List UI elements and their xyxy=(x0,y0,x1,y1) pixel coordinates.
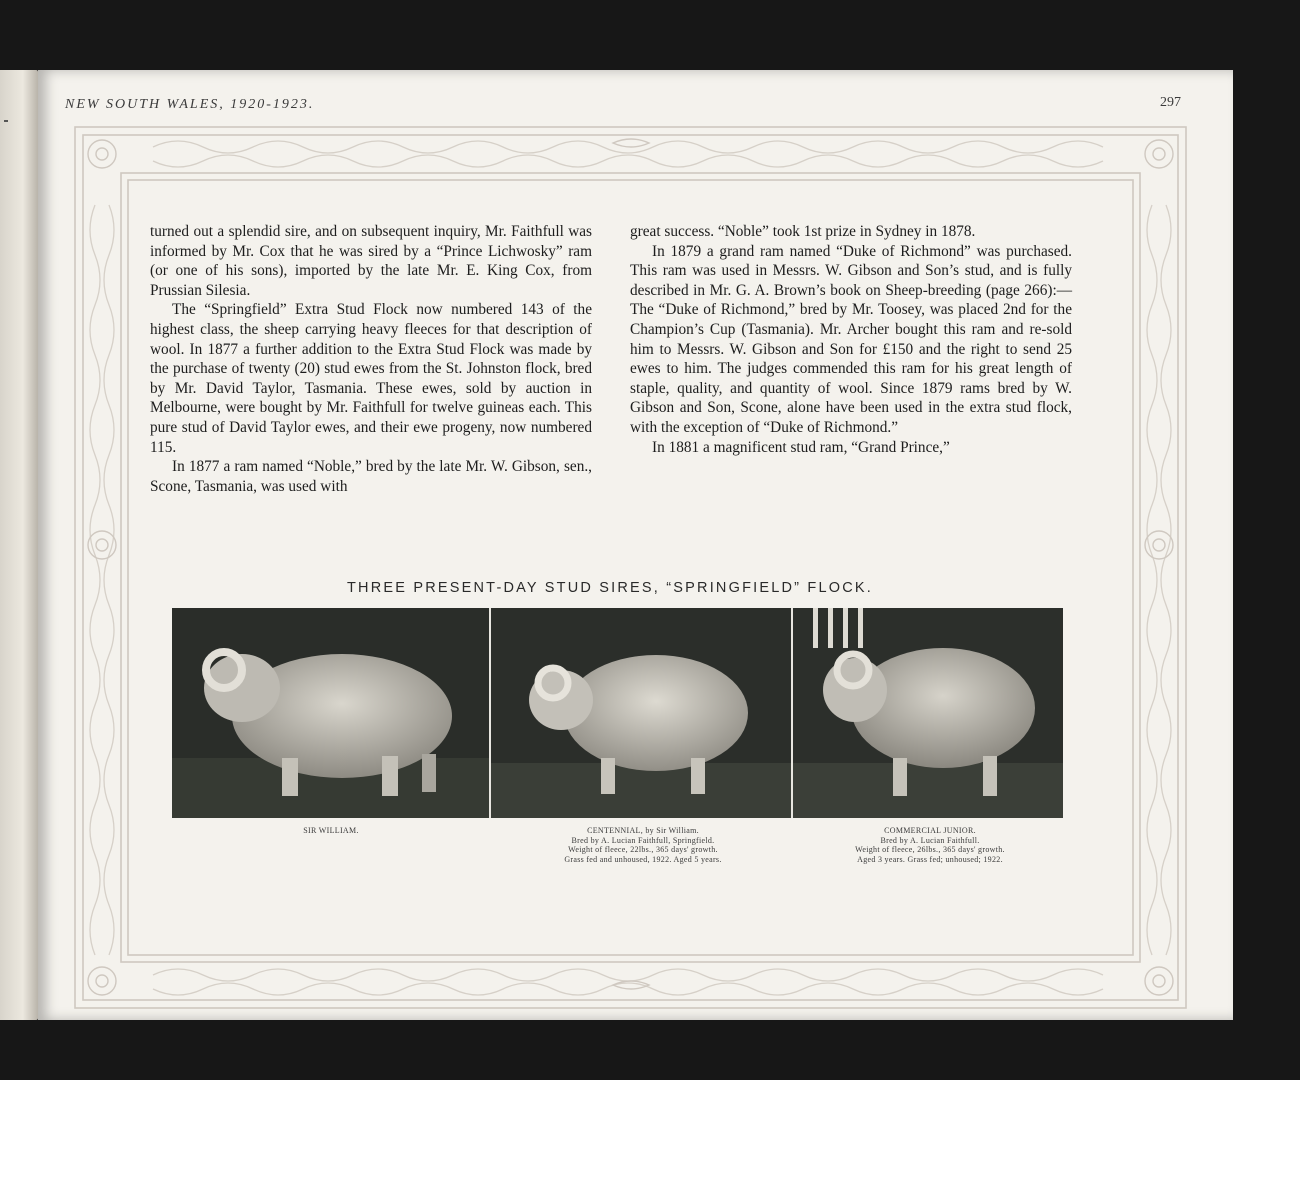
caption-line: Weight of fleece, 26lbs., 365 days' growth. xyxy=(855,845,1005,854)
caption-sir-william xyxy=(172,826,490,836)
caption-line: CENTENNIAL, by Sir William. xyxy=(587,826,699,835)
left-paragraph-2: The “Springfield” Extra Stud Flock now numbered 143 of the highest class, the sheep carrying heavy fleeces for that description of wool. In 1877 a further addition to the Extra Stud Flock was made by the purchase of twenty (20) stud ewes from the St. Johnston flock, bred by Mr. David Taylor, Tasmania. These ewes, sold by auction in Melbourne, were bought by Mr. Faithfull for twelve guineas each. This pure stud of David Taylor ewes, and their ewe progeny, now numbered 115. xyxy=(150,301,592,456)
caption-line: COMMERCIAL JUNIOR. xyxy=(884,826,976,835)
caption-centennial xyxy=(493,826,793,864)
left-page-mark xyxy=(4,120,8,122)
right-paragraph-2: In 1879 a grand ram named “Duke of Richmond” was purchased. This ram was used in Messrs. W. Gibson and Son’s stud, and is fully described in Mr. G. A. Brown’s book on Sheep-breeding (page 266):—The “Duke of Richmond,” bred by Mr. Toosey, was placed 2nd for the Champion’s Cup (Tasmania). Mr. Archer bought this ram and re-sold him to Messrs. W. Gibson and Son for £150 and the right to send 25 ewes to him. The judges commended this ram for his great length of staple, quality, and quantity of wool. Since 1879 rams bred by W. Gibson and Son, Scone, alone have been used in the extra stud flock, with the exception of “Duke of Richmond.” xyxy=(630,242,1072,436)
ram-photo-centennial xyxy=(489,608,790,818)
running-head: NEW SOUTH WALES, 1920-1923. xyxy=(65,97,315,112)
caption-line: Bred by A. Lucian Faithfull, Springfield. xyxy=(571,835,715,845)
photo-strip xyxy=(172,608,1063,818)
ram-photo-commercial-junior xyxy=(791,608,1063,818)
text-column-right xyxy=(630,222,1072,457)
caption-line: Bred by A. Lucian Faithfull. xyxy=(880,835,980,845)
book-page xyxy=(38,70,1233,1020)
caption-line: Grass fed and unhoused, 1922. Aged 5 years. xyxy=(564,854,722,864)
plates-title: THREE PRESENT-DAY STUD SIRES, “SPRINGFIELD” FLOCK. xyxy=(346,580,873,596)
caption-line: Weight of fleece, 22lbs., 365 days' growth. xyxy=(568,845,718,854)
left-paragraph-3: In 1877 a ram named “Noble,” bred by the late Mr. W. Gibson, sen., Scone, Tasmania, was used with xyxy=(150,458,592,495)
ram-photo-sir-william xyxy=(172,608,489,818)
page-number: 297 xyxy=(1160,95,1181,110)
left-paragraph-1: turned out a splendid sire, and on subsequent inquiry, Mr. Faithfull was informed by Mr. Cox that he was sired by a “Prince Lichwosky” ram (or one of his sons), imported by the late Mr. E. King Cox, from Prussian Silesia. xyxy=(150,223,592,299)
bottom-white-bar xyxy=(0,1080,1300,1180)
caption-line: SIR WILLIAM. xyxy=(303,826,359,835)
right-paragraph-1: great success. “Noble” took 1st prize in Sydney in 1878. xyxy=(630,223,976,240)
caption-line: Aged 3 years. Grass fed; unhoused; 1922. xyxy=(857,854,1003,864)
right-paragraph-3: In 1881 a magnificent stud ram, “Grand Prince,” xyxy=(652,438,950,456)
text-column-left xyxy=(150,222,592,496)
caption-commercial-junior xyxy=(795,826,1065,864)
left-page-edge xyxy=(0,70,38,1020)
